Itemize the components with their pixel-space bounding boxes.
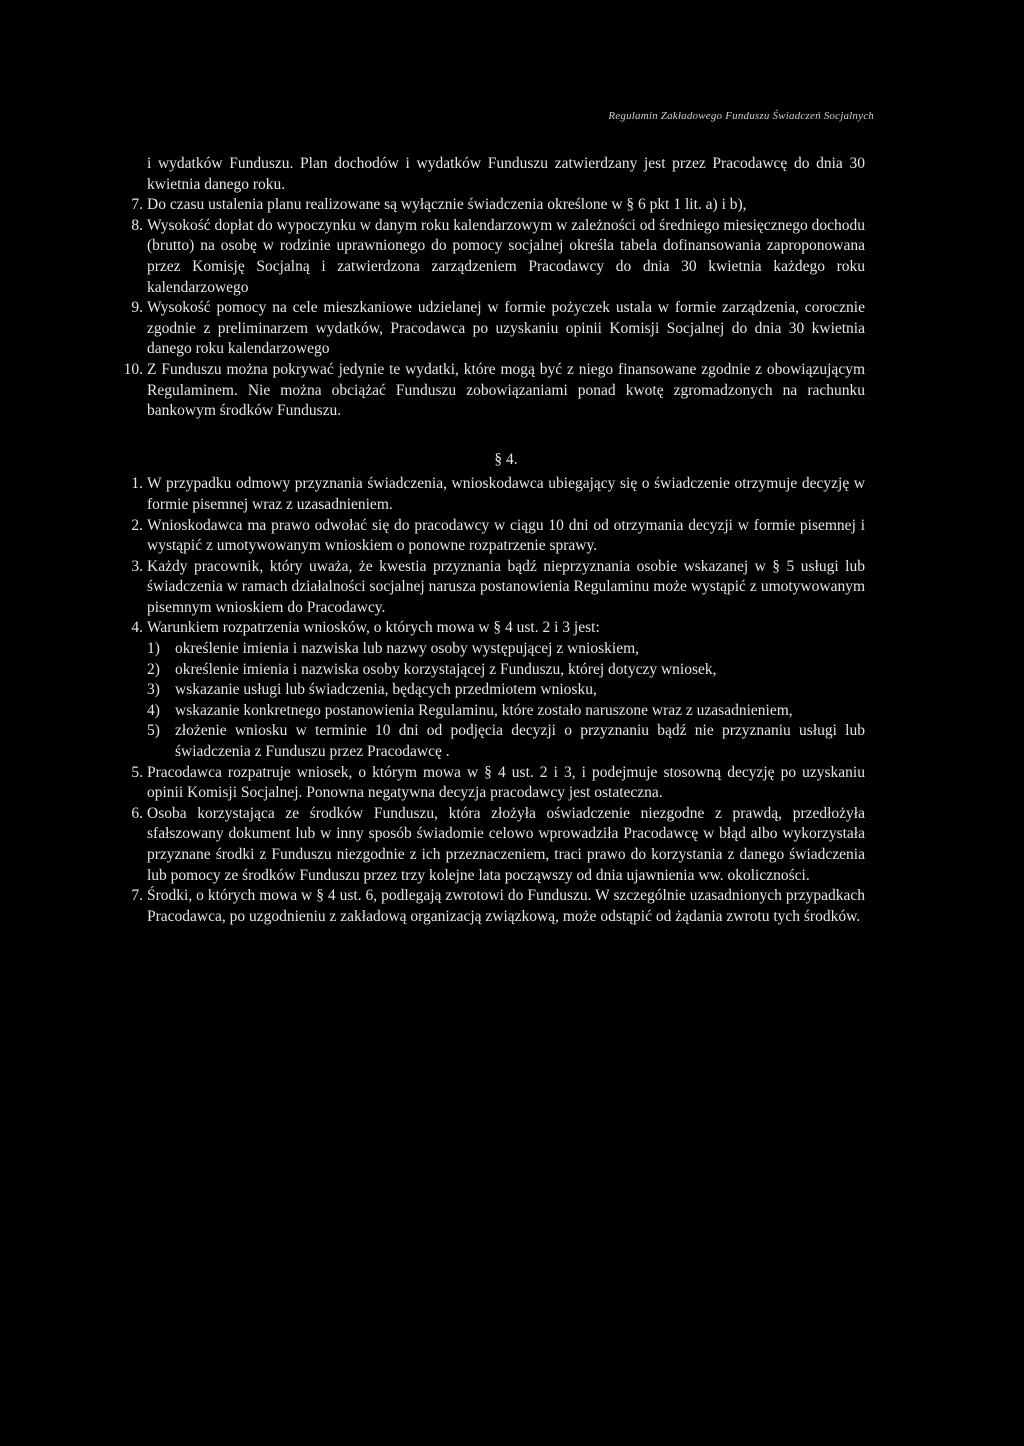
item-text: Każdy pracownik, który uważa, że kwestia przyznania bądź nieprzyznania osobie wskazanej w § 5 usługi lub świadczenia w ramach działalności socjalnej narusza postanowienia Regulaminu może wystąpić z umotywowanym pisemnym wnioskiem do Pracodawcy.: [147, 557, 865, 616]
sub-item-number: 3): [147, 681, 160, 699]
item-number: 7.: [131, 196, 143, 214]
sub-item-number: 2): [147, 660, 160, 678]
sub-list-item: [147, 639, 865, 660]
sub-item-number: 4): [147, 701, 160, 719]
item-number: 5.: [131, 763, 143, 781]
sub-item-number: 1): [147, 640, 160, 658]
item-text: Z Funduszu można pokrywać jedynie te wydatki, które mogą być z niego finansowane zgodnie z obowiązującym Regulaminem. Nie można obciążać Funduszu zobowiązaniami ponad kwotę zgromadzonych na rachunku bankowym środków Funduszu.: [147, 360, 865, 420]
list-item: [131, 216, 865, 298]
item-text: Środki, o których mowa w § 4 ust. 6, podlegają zwrotowi do Funduszu. W szczególnie uzasadnionych przypadkach Pracodawca, po uzgodnieniu z zakładową organizacją związkową, może odstąpić od żądania zwrotu tych środków.: [147, 887, 865, 925]
item-text: Wysokość dopłat do wypoczynku w danym roku kalendarzowym w zależności od średniego miesięcznego dochodu (brutto) na osobę w rodzinie uprawnionego do pomocy socjalnej określa tabela dofinansowania zaproponowana przez Komisję Socjalną i zatwierdzona zarządzeniem Pracodawcy do dnia 30 kwietnia każdego roku kalendarzowego: [147, 216, 865, 296]
item-number: 6.: [131, 804, 143, 822]
item-number: 3.: [131, 557, 143, 575]
list-items-a: [123, 195, 865, 422]
sub-list-item: [147, 680, 865, 701]
sub-item-text: wskazanie konkretnego postanowienia Regulaminu, które zostało naruszone wraz z uzasadnieniem,: [175, 701, 793, 719]
item-text: W przypadku odmowy przyznania świadczenia, wnioskodawca ubiegający się o świadczenie otrzymuje decyzję w formie pisemnej wraz z uzasadnieniem.: [147, 475, 865, 513]
item-text: Wnioskodawca ma prawo odwołać się do pracodawcy w ciągu 10 dni od otrzymania decyzji w formie pisemnej i wystąpić z umotywowanym wnioskiem o ponowne rozpatrzenie sprawy.: [147, 516, 865, 555]
item-number: 10.: [123, 360, 143, 378]
item-text: Do czasu ustalenia planu realizowane są wyłącznie świadczenia określone w § 6 pkt 1 lit. a) i b),: [147, 196, 747, 214]
list-item: [131, 557, 865, 619]
item-number: 2.: [131, 516, 143, 534]
document-body: [123, 154, 865, 927]
item-text: Wysokość pomocy na cele mieszkaniowe udzielanej w formie pożyczek ustala w formie zarządzenia, corocznie zgodnie z preliminarzem wydatków, Pracodawca po uzyskaniu opinii Komisji Socjalnej do dnia 30 kwietnia danego roku kalendarzowego: [147, 299, 865, 358]
list-item: [131, 195, 865, 216]
item-number: 4.: [131, 619, 143, 637]
sub-item-text: określenie imienia i nazwiska osoby korzystającej z Funduszu, której dotyczy wniosek,: [175, 660, 717, 678]
sub-list-item: [147, 701, 865, 722]
list-item: [131, 804, 865, 886]
list-item: [131, 763, 865, 804]
list-items-c: [131, 763, 865, 928]
sub-item-text: określenie imienia i nazwiska lub nazwy osoby występującej z wnioskiem,: [175, 640, 640, 658]
sub-item-number: 5): [147, 722, 160, 740]
list-item: [123, 360, 865, 422]
sub-item-text: wskazanie usługi lub świadczenia, będących przedmiotem wniosku,: [175, 681, 597, 699]
item-number: 8.: [131, 216, 143, 234]
list-item: [131, 886, 865, 927]
item-text: Warunkiem rozpatrzenia wniosków, o których mowa w § 4 ust. 2 i 3 jest:: [147, 619, 600, 637]
list-item: [131, 298, 865, 360]
section-heading: § 4.: [494, 450, 518, 468]
item-number: 1.: [131, 475, 143, 493]
item-number: 7.: [131, 887, 143, 905]
sub-item-text: złożenie wniosku w terminie 10 dni od podjęcia decyzji o przyznaniu bądź nie przyznaniu usługi lub świadczenia z Funduszu przez Pracodawcę .: [175, 722, 865, 761]
item-text: Osoba korzystająca ze środków Funduszu, która złożyła oświadczenie niezgodne z prawdą, przedłożyła sfałszowany dokument lub w inny sposób świadomie celowo wprowadziła Pracodawcę w błąd albo wykorzystała przyznane środki z Funduszu niezgodnie z ich przeznaczeniem, traci prawo do korzystania z danego świadczenia lub pomocy ze środków Funduszu przez trzy kolejne lata począwszy od dnia ujawnienia ww. okoliczności.: [147, 804, 865, 884]
list-item: [131, 474, 865, 515]
sub-list-item: [147, 660, 865, 681]
running-header: Regulamin Zakładowego Funduszu Świadczeń Socjalnych: [608, 110, 874, 122]
continuation-paragraph: i wydatków Funduszu. Plan dochodów i wydatków Funduszu zatwierdzany jest przez Pracodawcę do dnia 30 kwietnia danego roku.: [147, 155, 865, 193]
item-text: Pracodawca rozpatruje wniosek, o którym mowa w § 4 ust. 2 i 3, i podejmuje stosowną decyzję po uzyskaniu opinii Komisji Socjalnej. Ponowna negatywna decyzja pracodawcy jest ostateczna.: [147, 763, 865, 802]
sub-list: [147, 639, 865, 763]
item-number: 9.: [131, 299, 143, 317]
list-item: [131, 516, 865, 557]
list-items-b: [131, 474, 865, 639]
list-item: [131, 618, 865, 639]
sub-list-item: [147, 721, 865, 762]
